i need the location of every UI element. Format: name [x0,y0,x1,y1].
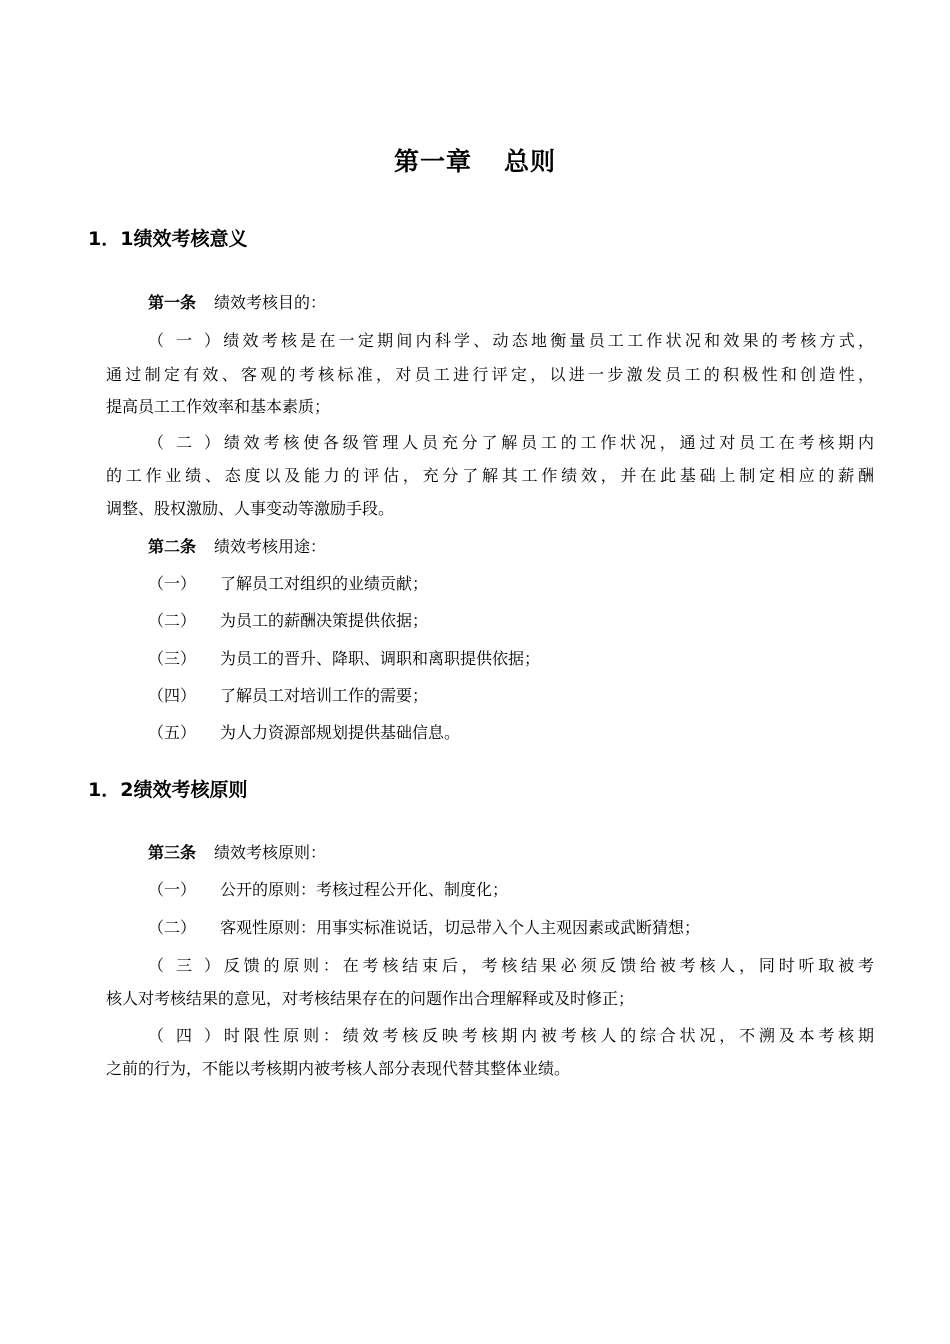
paragraph-line: （三）反馈的原则：在考核结束后，考核结果必须反馈给被考核人，同时听取被考 [106,953,874,979]
item-number: （二） [148,611,197,630]
item-number: （二） [148,918,197,937]
item-number: （一） [148,574,197,593]
article-title: 绩效考核用途： [214,537,327,556]
list-item: （四） 了解员工对培训工作的需要； [106,683,874,709]
section-heading: 1．2绩效考核原则 [88,779,248,801]
article-title-line [106,534,874,560]
article-title-line [106,290,874,316]
paragraph-line: 通过制定有效、客观的考核标准，对员工进行评定，以进一步激发员工的积极性和创造性， [106,365,874,384]
item-number: （一） [148,331,220,350]
chapter-number: 第一章 [393,147,472,176]
paragraph-line: （四）时限性原则：绩效考核反映考核期内被考核人的综合状况，不溯及本考核期 [106,1023,874,1049]
list-item: （三） 为员工的晋升、降职、调职和离职提供依据； [106,646,874,672]
paragraph-line: 调整、股权激励、人事变动等激励手段。 [106,499,395,518]
item-number: （五） [148,723,197,742]
paragraph-line: 核人对考核结果的意见，对考核结果存在的问题作出合理解释或及时修正； [106,989,635,1008]
chapter-title [0,140,950,184]
list-item: （五） 为人力资源部规划提供基础信息。 [106,720,874,746]
list-item: （一） 公开的原则：考核过程公开化、制度化； [106,877,874,903]
paragraph-line: 之前的行为，不能以考核期内被考核人部分表现代替其整体业绩。 [106,1059,571,1078]
article-label: 第三条 [148,843,197,862]
section-heading: 1．1绩效考核意义 [88,228,248,250]
item-number: （一） [148,880,197,899]
article-label: 第一条 [148,293,197,312]
paragraph-line: （二）绩效考核使各级管理人员充分了解员工的工作状况，通过对员工在考核期内 [106,430,874,456]
list-item: （一） 了解员工对组织的业绩贡献； [106,571,874,597]
paragraph-line: 提高员工工作效率和基本素质； [106,397,331,416]
item-number: （四） [148,686,197,705]
article-title: 绩效考核目的： [214,293,327,312]
item-number: （三） [148,649,197,668]
paragraph-line: （一）绩效考核是在一定期间内科学、动态地衡量员工工作状况和效果的考核方式， [106,328,874,354]
article-label: 第二条 [148,537,197,556]
list-item: （二） 客观性原则：用事实标准说话，切忌带入个人主观因素或武断猜想； [106,915,874,941]
list-item: （二） 为员工的薪酬决策提供依据； [106,608,874,634]
item-number: （二） [148,433,220,452]
article-title: 绩效考核原则： [214,843,327,862]
paragraph-line: 的工作业绩、态度以及能力的评估，充分了解其工作绩效，并在此基础上制定相应的薪酬 [106,466,874,485]
item-number: （三） [148,956,220,975]
item-number: （四） [148,1026,220,1045]
chapter-name: 总则 [504,147,557,176]
article-title-line [106,840,874,866]
